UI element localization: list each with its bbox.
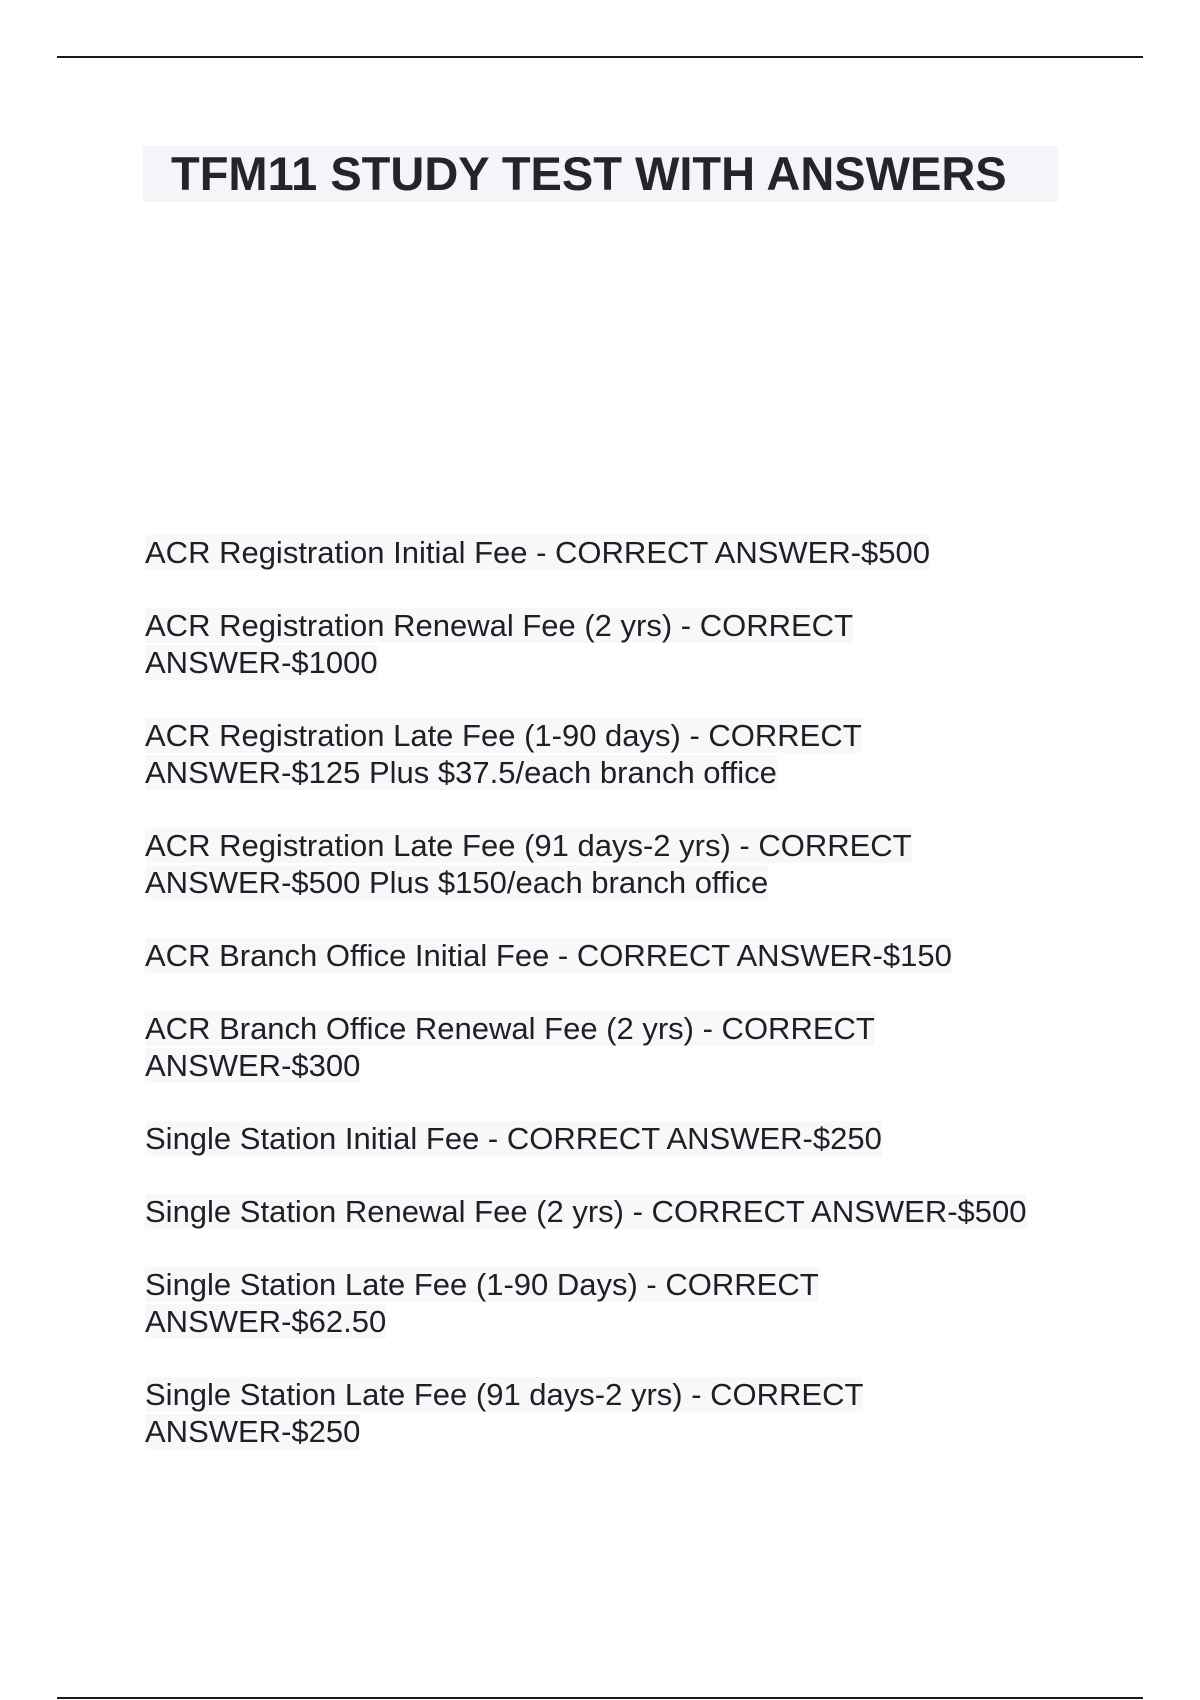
bottom-divider: [57, 1697, 1143, 1699]
qa-text: ACR Branch Office Initial Fee - CORRECT ANSWER-$150: [145, 938, 952, 973]
qa-item: [145, 534, 1065, 571]
qa-text: Single Station Late Fee (1-90 Days) - CORRECT ANSWER-$62.50: [145, 1267, 819, 1339]
qa-text: Single Station Renewal Fee (2 yrs) - CORRECT ANSWER-$500: [145, 1194, 1027, 1229]
qa-item: [145, 717, 1065, 791]
qa-item: [145, 607, 1065, 681]
qa-item: [145, 1376, 1065, 1450]
qa-text: ACR Registration Late Fee (91 days-2 yrs) - CORRECT ANSWER-$500 Plus $150/each branch office: [145, 828, 912, 900]
qa-list: [145, 534, 1065, 1486]
qa-text: Single Station Initial Fee - CORRECT ANSWER-$250: [145, 1121, 882, 1156]
qa-item: [145, 1193, 1065, 1230]
top-divider: [57, 56, 1143, 58]
page-title: TFM11 STUDY TEST WITH ANSWERS: [171, 147, 1007, 200]
qa-item: [145, 1010, 1065, 1084]
qa-text: ACR Registration Renewal Fee (2 yrs) - CORRECT ANSWER-$1000: [145, 608, 854, 680]
qa-item: [145, 937, 1065, 974]
qa-item: [145, 1120, 1065, 1157]
qa-text: ACR Branch Office Renewal Fee (2 yrs) - CORRECT ANSWER-$300: [145, 1011, 875, 1083]
qa-text: Single Station Late Fee (91 days-2 yrs) - CORRECT ANSWER-$250: [145, 1377, 864, 1449]
qa-text: ACR Registration Initial Fee - CORRECT ANSWER-$500: [145, 535, 931, 570]
qa-item: [145, 827, 1065, 901]
title-banner: [143, 146, 1058, 202]
qa-text: ACR Registration Late Fee (1-90 days) - CORRECT ANSWER-$125 Plus $37.5/each branch office: [145, 718, 862, 790]
qa-item: [145, 1266, 1065, 1340]
